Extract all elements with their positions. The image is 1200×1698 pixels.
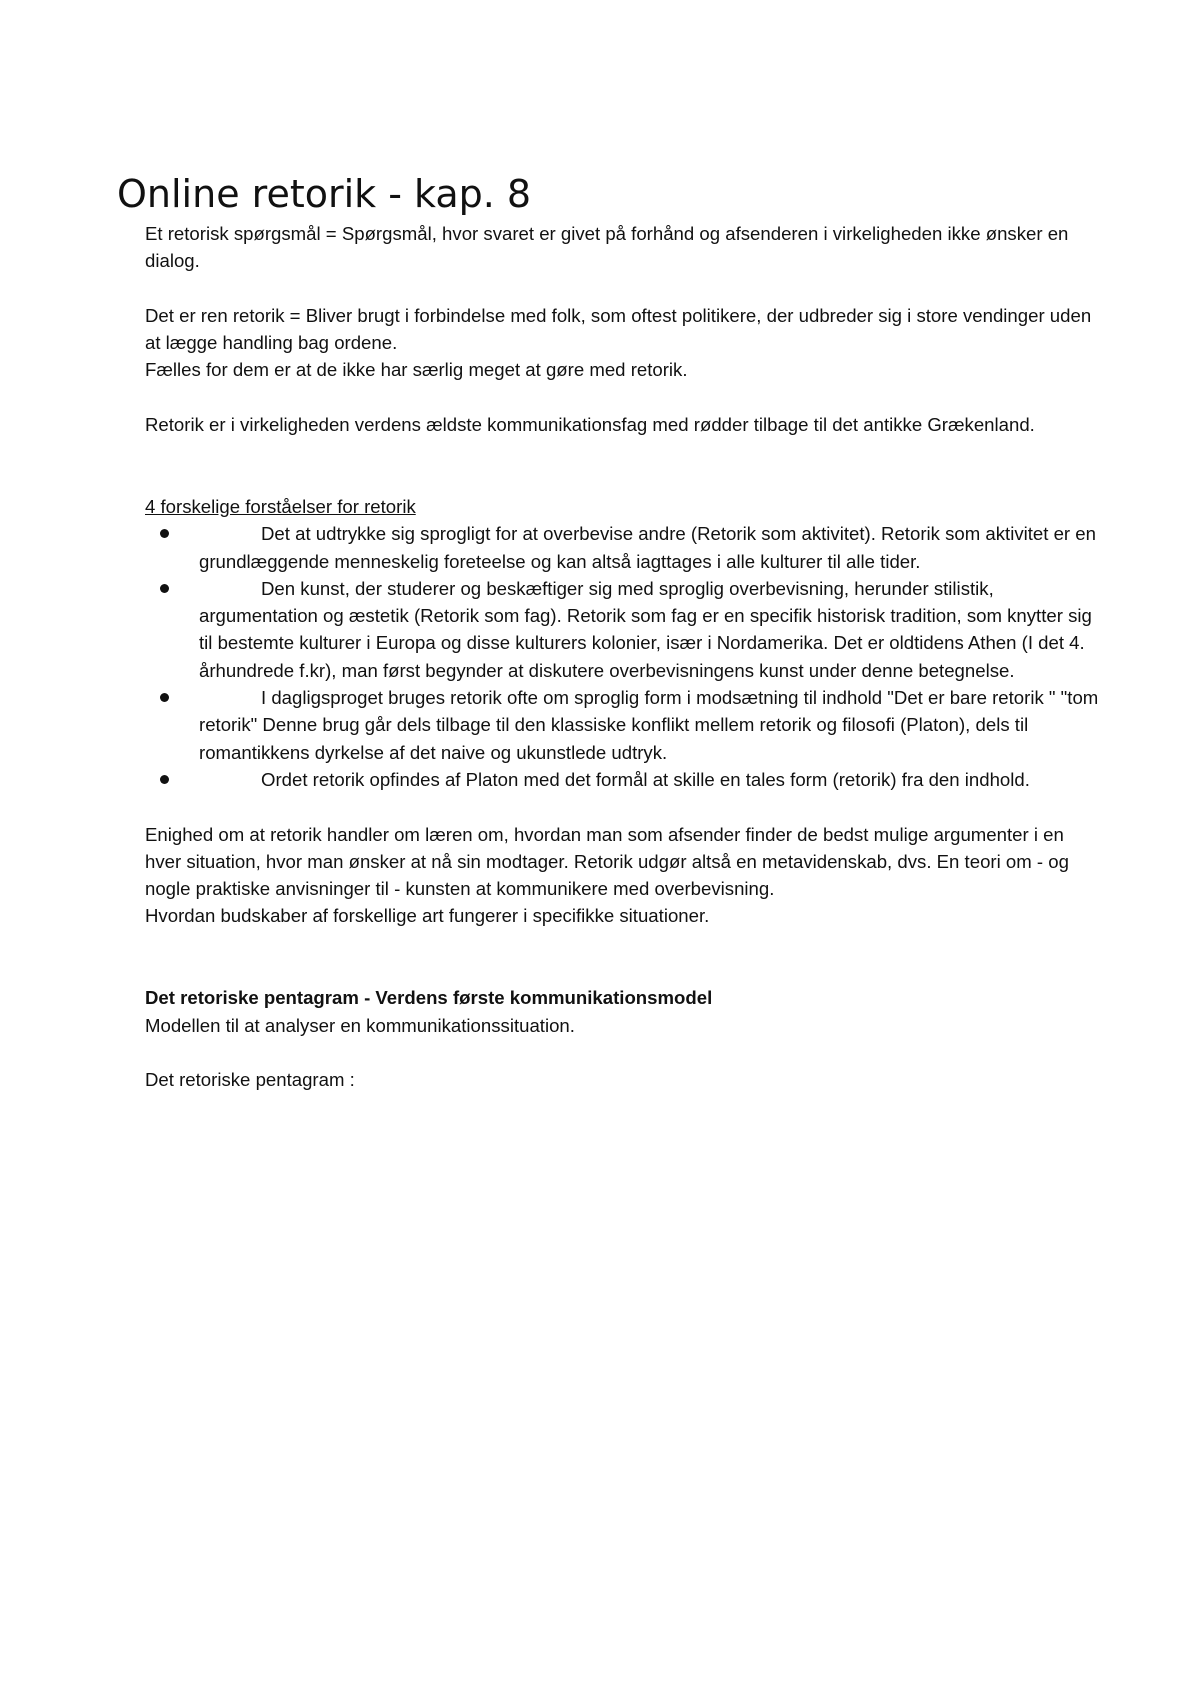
- paragraph-rhetorical-question: Et retorisk spørgsmål = Spørgsmål, hvor svaret er givet på forhånd og afsenderen i virkeligheden ikke ønsker en dialog.: [145, 223, 1069, 272]
- list-item-text: I dagligsproget bruges retorik ofte om sproglig form i modsætning til indhold "Det er bare retorik " "tom retorik" Denne brug går dels tilbage til den klassiske konflikt mellem retorik og filosofi (Platon), dels til romantikkens dyrkelse af det naive og ukunstlede udtryk.: [199, 687, 1099, 763]
- list-heading: 4 forskelige forståelser for retorik: [145, 495, 416, 517]
- list-item: [145, 575, 1105, 684]
- bullet-icon: [160, 693, 169, 702]
- spacer: [145, 275, 1105, 302]
- spacer: [145, 793, 1105, 820]
- list-item-text: Ordet retorik opfindes af Platon med det formål at skille en tales form (retorik) fra den indhold.: [261, 768, 1030, 790]
- paragraph-oldest-discipline: Retorik er i virkeligheden verdens ældste kommunikationsfag med rødder tilbage til det antikke Grækenland.: [145, 414, 1035, 436]
- spacer: [145, 384, 1105, 411]
- paragraph-pure-rhetoric: Det er ren retorik = Bliver brugt i forbindelse med folk, som oftest politikere, der udbreder sig i store vendinger uden at lægge handling bag ordene.: [145, 304, 1092, 354]
- list-item: [145, 520, 1105, 575]
- list-item: [145, 766, 1105, 793]
- list-item-text: Det at udtrykke sig sprogligt for at overbevise andre (Retorik som aktivitet). Retorik som aktivitet er en grundlæggende menneskelig foreteelse og kan altså iagttages i alle kulturer til alle tider.: [199, 523, 1096, 572]
- list-item: [145, 684, 1105, 766]
- spacer: [145, 438, 1105, 493]
- section-heading: Det retoriske pentagram - Verdens første kommunikationsmodel: [145, 987, 713, 1009]
- spacer: [145, 1039, 1105, 1066]
- bullet-icon: [160, 584, 169, 593]
- understandings-list: [145, 520, 1105, 793]
- document-body: [145, 220, 1105, 1094]
- spacer: [145, 930, 1105, 985]
- closing-line: Det retoriske pentagram :: [145, 1069, 355, 1091]
- bullet-icon: [160, 529, 169, 538]
- list-item-text: Den kunst, der studerer og beskæftiger sig med sproglig overbevisning, herunder stilistik, argumentation og æstetik (Retorik som fag). Retorik som fag er en specifik historisk tradition, som knytter sig til bestemte kulturer i Europa og disse kulturers kolonier, især i Nordamerika. Det er oldtidens Athen (I det 4. århundrede f.kr), man først begynder at diskutere overbevisningens kunst under denne betegnelse.: [199, 577, 1092, 681]
- bullet-icon: [160, 775, 169, 784]
- paragraph-agreement: Enighed om at retorik handler om læren om, hvordan man som afsender finder de bedst mulige argumenter i en hver situation, hvor man ønsker at nå sin modtager. Retorik udgør altså en metavidenskab, dvs. En teori om - og nogle praktiske anvisninger til - kunsten at kommunikere med overbevisning.: [145, 823, 1069, 900]
- paragraph-common-for-them: Fælles for dem er at de ikke har særlig meget at gøre med retorik.: [145, 359, 688, 381]
- document-title: Online retorik - kap. 8: [117, 172, 532, 216]
- section-description: Modellen til at analyser en kommunikationssituation.: [145, 1014, 575, 1036]
- paragraph-messages: Hvordan budskaber af forskellige art fungerer i specifikke situationer.: [145, 905, 710, 927]
